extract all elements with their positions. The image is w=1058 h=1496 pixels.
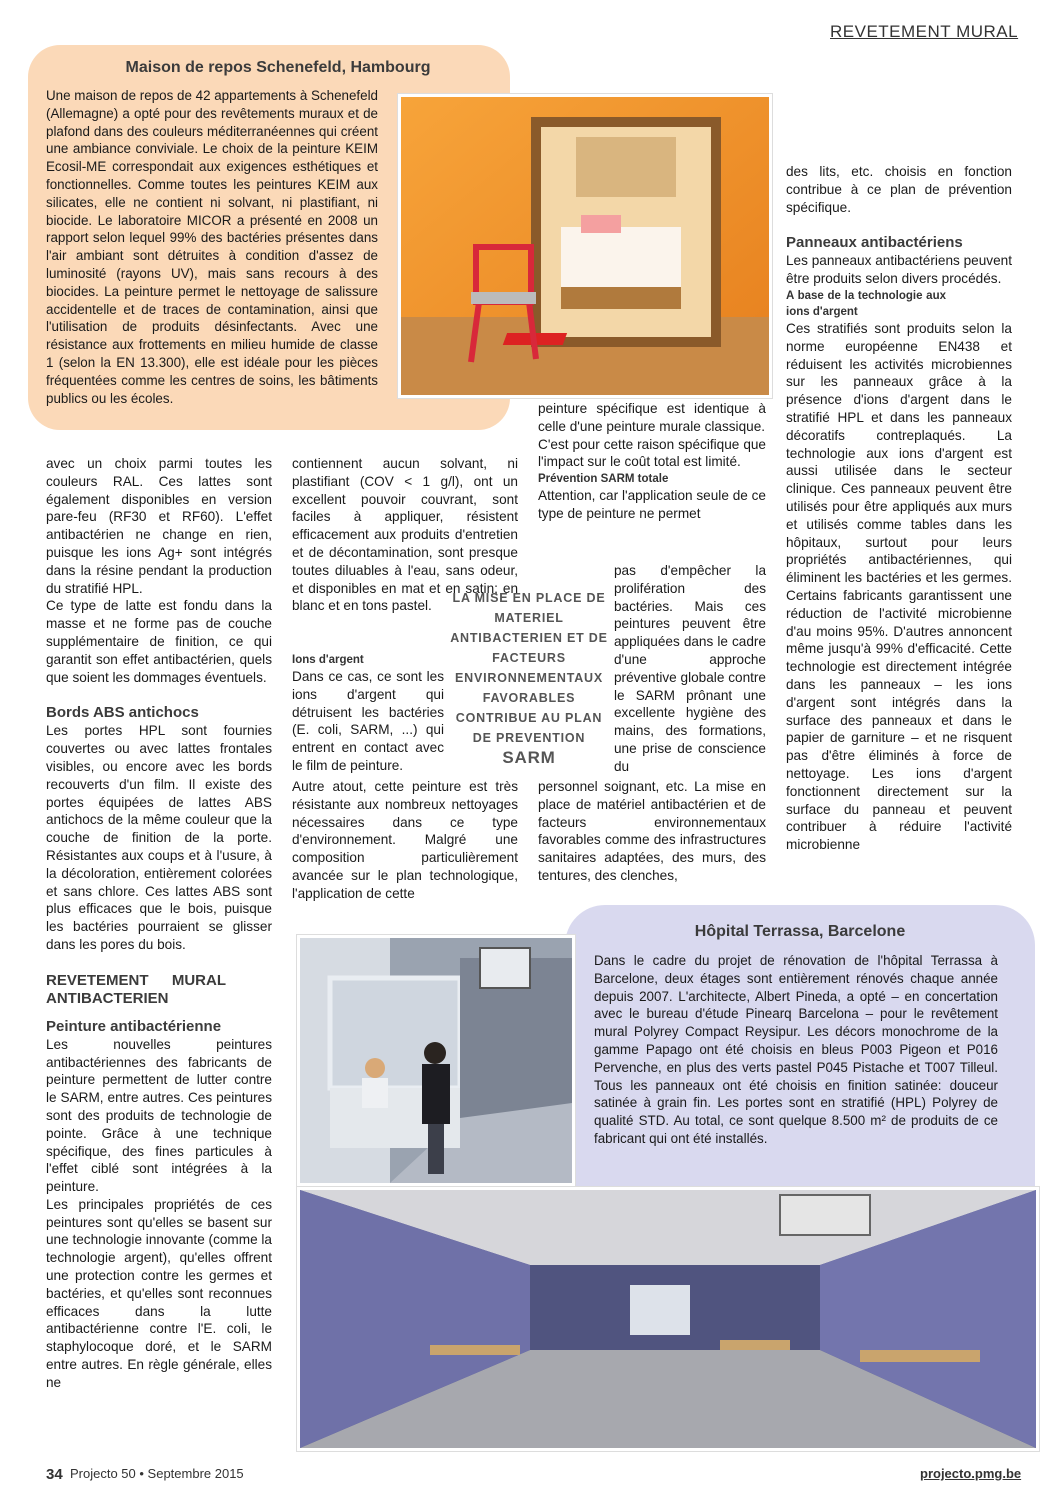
column-3-bottom (538, 778, 766, 885)
reception-photo (297, 935, 575, 1186)
subheading-panneaux: Panneaux antibactériens (786, 234, 963, 252)
column-3-top (538, 400, 766, 523)
pull-quote-highlight: SARM (502, 748, 556, 767)
paragraph: personnel soignant, etc. La mise en place de matériel antibactérien et de facteurs environnementaux favorables comme des infrastructures sanitaires adaptées, des murs, des tentures, des clenches, (538, 779, 766, 883)
paragraph: Attention, car l'application seule de ce type de peinture ne permet (538, 488, 766, 521)
subheading-bords: Bords ABS antichocs (46, 704, 199, 722)
column-3-middle (614, 562, 766, 776)
pull-quote-text: LA MISE EN PLACE DE MATERIEL ANTIBACTERIEN ET DE FACTEURS ENVIRONNEMENTAUX FAVORABLES CONTRIBUE AU PLAN DE PREVENTION (450, 591, 608, 745)
website-link[interactable]: projecto.pmg.be (920, 1466, 1022, 1481)
paragraph: Les portes HPL sont fournies couvertes ou avec lattes frontales visibles, ou encore avec les bords recouverts d'un film. Il existe des portes équipées de lattes ABS antichocs de la même couleur que la couche de finition de la porte. Résistantes aux coups et à l'usure, à la décoloration, entièrement colorées et sans chlore. Ces lattes ABS sont plus efficaces que le bois, puisque les bactéries pourraient se glisser dans les pores du bois. (46, 723, 272, 952)
subheading-prevention: Prévention SARM totale (538, 473, 669, 486)
column-2-bottom (292, 778, 518, 903)
case-study-text: Dans le cadre du projet de rénovation de l'hôpital Terrassa à Barcelone, deux étages sont entièrement rénovés chaque année depuis 2007. L'architecte, Albert Pineda, a opté – en concertation avec le bureau d'étude Pinearq Barcelona – pour le revêtement mural Polyrey Compact Reysipur. Les décors monochrome de la gamme Papago ont été choisis en bleus P003 Pigeon et P016 Pervenche, en plus des verts pastel P045 Pistache et T007 Tilleul. Tous les panneaux ont été choisis en finition satinée: douceur satinée à grain fin. Les portes sont en stratifié (HPL) Polyrey de qualité STD. Au total, ce sont quelque 8.500 m² de produits de ce fabricant qui ont été installés. (594, 953, 998, 1146)
bedroom-photo (398, 94, 772, 398)
subheading-revetement: REVETEMENT MURAL ANTIBACTERIEN (46, 971, 226, 1007)
paragraph: Autre atout, cette peinture est très résistante aux nombreux nettoyages nécessaires dans ce type d'environnement. Malgré une composition particulièrement avancée sur le plan technologique, l'application de cette (292, 779, 518, 901)
page-number: 34 (46, 1466, 63, 1483)
issue-info: Projecto 50 • Septembre 2015 (70, 1466, 244, 1481)
subheading-ions: Ions d'argent (292, 654, 364, 666)
paragraph: Les nouvelles peintures antibactériennes des fabricants de peinture permettent de lutter contre le SARM, entre autres. Ces peintures sont des produits de technologie de pointe. Grâce à une technique spécifique, des fines particules à l'effet ciblé sont intégrées à la peinture. (46, 1036, 272, 1195)
paragraph: Ce type de latte est fondu dans la masse et ne forme pas de couche supplémentaire de finition, ce qui garantit son effet antibactérien, quels que soient les dommages éventuels. (46, 598, 272, 685)
case-study-text: Une maison de repos de 42 appartements à Schenefeld (Allemagne) a opté pour des revêtements muraux et de plafond dans des couleurs méditerranéennes qui créent une ambiance conviviale. Le choix de la peinture KEIM Ecosil-ME correspondait aux exigences esthétiques et fonctionnelles. Comme toutes les peintures KEIM aux silicates, elle ne contient ni solvant, ni plastifiant, ni biocide. Le laboratoire MICOR a présenté en 2008 un rapport selon lequel 99% des bactéries présentes dans l'air ambiant sont détruites à condition d'assez de luminosité (rayons UV), mais sans recours à des biocides. La peinture permet le nettoyage de salissure accidentelle et de traces de contamination, ainsi que l'utilisation de produits désinfectants. Avec une résistance aux frottements en milieu humide de classe 1 (selon la EN 13.300), elle est idéale pour les pièces fréquentées comme les centres de soins, les bâtiments publics ou les écoles. (46, 88, 379, 406)
paragraph: contiennent aucun solvant, ni plastifiant (COV < 1 g/l), ont un excellent pouvoir couvrant, sont faciles à appliquer, résistent efficacement aux produits d'entretien et de décontamination, sont presque toutes diluables à l'eau, sans odeur, et disponibles en mat et en satin; en blanc et en tons pastel. (292, 456, 518, 614)
column-4 (786, 163, 1012, 854)
case-study-title: Maison de repos Schenefeld, Hambourg (125, 59, 431, 76)
paragraph: C'est pour cette raison spécifique que l'impact sur le coût total est limité. (538, 436, 766, 470)
column-2-middle (292, 652, 444, 775)
pull-quote (450, 588, 608, 768)
corridor-photo (297, 1187, 1039, 1451)
paragraph: pas d'empêcher la prolifération des bactéries. Mais ces peintures peuvent être appliquées dans le cadre d'une approche préventive globale contre le SARM prônant une excellente hygiène des mains, des formations, une prise de conscience du (614, 563, 766, 774)
paragraph: Les principales propriétés de ces peintures sont qu'elles se basent sur une technologie innovante (comme la technologie argent), qu'elles offrent une protection contre les germes et bactéries, et qu'elles sont reconnues efficaces dans la lutte antibactérienne contre l'E. coli, le staphylocoque doré, et le SARM entre autres. En règle générale, elles ne (46, 1196, 272, 1390)
paragraph: peinture spécifique est identique à celle d'une peinture murale classique. (538, 401, 766, 434)
paragraph: des lits, etc. choisis en fonction contribue à ce plan de prévention spécifique. (786, 164, 1012, 215)
column-1 (46, 455, 272, 1392)
paragraph: Ces stratifiés sont produits selon la norme européenne EN438 et réduisent les activités microbiennes sur les panneaux grâce à la présence d'ions d'argent dans le stratifié HPL et dans les panneaux décoratifs contreplaqués. La technologie aux ions d'argent est aussi utilisée dans le secteur clinique. Ces panneaux peuvent être utilisés pour être appliqués aux murs et utilisés comme tables dans les hôpitaux, surtout pour leurs propriétés antibactériennes, qui éliminent les bactéries et les germes. Certains fabricants garantissent une réduction de l'activité microbienne d'au moins 95%. D'autres annoncent même jusqu'à 99% d'efficacité. Cette technologie est directement intégrée dans les panneaux – les ions d'argent sont intégrés dans la surface des panneaux et dans le papier de garniture – et ne risquent pas d'être éliminés à force de nettoyage. Les ions d'argent fonctionnent directement sur la surface du panneau et peuvent contribuer à réduire l'activité microbienne (786, 320, 1012, 853)
section-title: REVETEMENT MURAL (830, 22, 1019, 41)
case-study-title: Hôpital Terrassa, Barcelone (694, 923, 906, 940)
paragraph: avec un choix parmi toutes les couleurs RAL. Ces lattes sont également disponibles en version pare-feu (RF30 et RF60). L'effet antibactérien ne change en rien, puisque les ions Ag+ sont intégrés dans la résine pendant la production du stratifié HPL. (46, 456, 272, 596)
paragraph: Les panneaux antibactériens peuvent être produits selon divers procédés. (786, 253, 1012, 287)
paragraph: Dans ce cas, ce sont les ions d'argent qui détruisent les bactéries (E. coli, SARM, ...) qui entrent en contact avec le film de peinture. (292, 669, 444, 773)
subheading-base: A base de la technologie aux ions d'argent (786, 289, 946, 318)
subheading-peinture: Peinture antibactérienne (46, 1017, 222, 1035)
